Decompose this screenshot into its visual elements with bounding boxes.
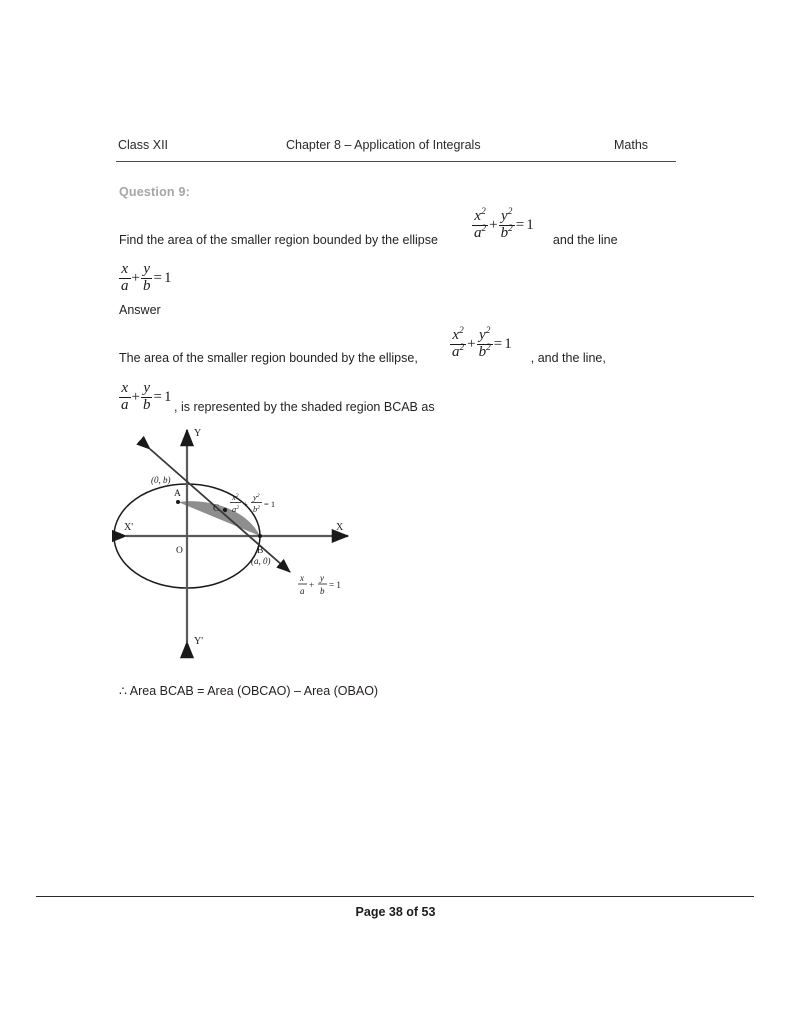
figure-equation-ellipse (230, 492, 275, 514)
fraction-x-over-a: $\frac{x}{a}$ (121, 261, 129, 294)
equation-line-question (119, 262, 172, 295)
question-label: Question 9: (119, 185, 190, 199)
label-origin: O (176, 546, 183, 556)
figure-equation-line (298, 573, 341, 596)
point-b-marker (258, 534, 262, 538)
svg-text:= 1: = 1 (264, 499, 276, 509)
header-class: Class XII (118, 138, 169, 152)
plus-sign: + (131, 269, 140, 286)
equation-ellipse-question (472, 209, 535, 242)
equals-sign: = (515, 216, 525, 233)
header-subject: Maths (614, 138, 649, 152)
label-point-b-coordinate: (a, 0) (251, 556, 271, 566)
answer-text-before: The area of the smaller region bounded by the ellipse, (119, 351, 418, 365)
label-x-positive: X (336, 522, 344, 533)
page-number: Page 38 of 53 (355, 905, 436, 919)
rhs-one: 1 (504, 335, 512, 352)
answer-text-after: , and the line, (530, 351, 606, 365)
fraction-y2-over-b2: $\frac{y^2}{b^2}$ (500, 207, 513, 241)
footer-divider (36, 896, 754, 897)
question-text-before: Find the area of the smaller region bounded by the ellipse (119, 233, 438, 247)
label-y-negative: Y' (194, 636, 204, 647)
svg-text:a: a (300, 586, 305, 596)
rhs-one: 1 (163, 388, 172, 405)
label-point-c: C (213, 504, 220, 514)
fraction-x-over-a: $\frac{x}{a}$ (121, 380, 129, 413)
plus-sign: + (489, 216, 498, 233)
answer-heading: Answer (119, 303, 161, 317)
fraction-y-over-b: $\frac{y}{b}$ (142, 380, 151, 413)
fraction-y2-over-b2: $\frac{y^2}{b^2}$ (478, 326, 491, 360)
svg-text:a2: $a^2$ (232, 504, 240, 514)
point-c-marker (223, 508, 227, 512)
label-point-a: A (174, 489, 181, 499)
svg-text:x: x (300, 573, 304, 583)
label-y-positive: Y (194, 428, 202, 439)
answer-line-1 (119, 350, 606, 367)
label-point-a-coordinate: (0, b) (151, 475, 171, 485)
svg-text:+: + (243, 499, 248, 509)
fraction-x2-over-a2: $\frac{x^2}{a^2}$ (452, 326, 465, 360)
equation-ellipse-answer (450, 328, 513, 361)
header-chapter: Chapter 8 – Application of Integrals (286, 138, 481, 152)
header-divider (116, 161, 676, 162)
label-x-negative: X' (124, 522, 134, 533)
rhs-one: 1 (526, 216, 534, 233)
svg-text:b: b (320, 586, 325, 596)
question-text-after: and the line (552, 233, 618, 247)
answer-conclusion: ∴ Area BCAB = Area (OBCAO) – Area (OBAO) (119, 684, 379, 698)
equals-sign: = (493, 335, 503, 352)
question-text-line (119, 232, 618, 249)
fraction-x2-over-a2: $\frac{x^2}{a^2}$ (474, 207, 487, 241)
straight-line-ab (150, 449, 290, 572)
point-a-marker (176, 500, 180, 504)
equals-sign: = (153, 269, 162, 286)
page-header (118, 138, 674, 152)
plus-sign: + (467, 335, 476, 352)
svg-text:y2: $y^2$ (253, 492, 260, 502)
figure-ellipse-line-diagram (112, 420, 392, 660)
svg-text:y: y (320, 573, 324, 583)
rhs-one: 1 (163, 269, 172, 286)
answer-line-2: , is represented by the shaded region BCAB as (174, 400, 435, 414)
equation-line-answer (119, 381, 172, 414)
equals-sign: = (153, 388, 162, 405)
fraction-y-over-b: $\frac{y}{b}$ (142, 261, 151, 294)
svg-text:= 1: = 1 (329, 580, 341, 590)
svg-text:x2: $x^2$ (232, 492, 239, 502)
svg-text:+: + (309, 580, 315, 590)
svg-text:b2: $b^2$ (253, 504, 261, 514)
label-point-b: B (257, 546, 264, 556)
plus-sign: + (131, 388, 140, 405)
